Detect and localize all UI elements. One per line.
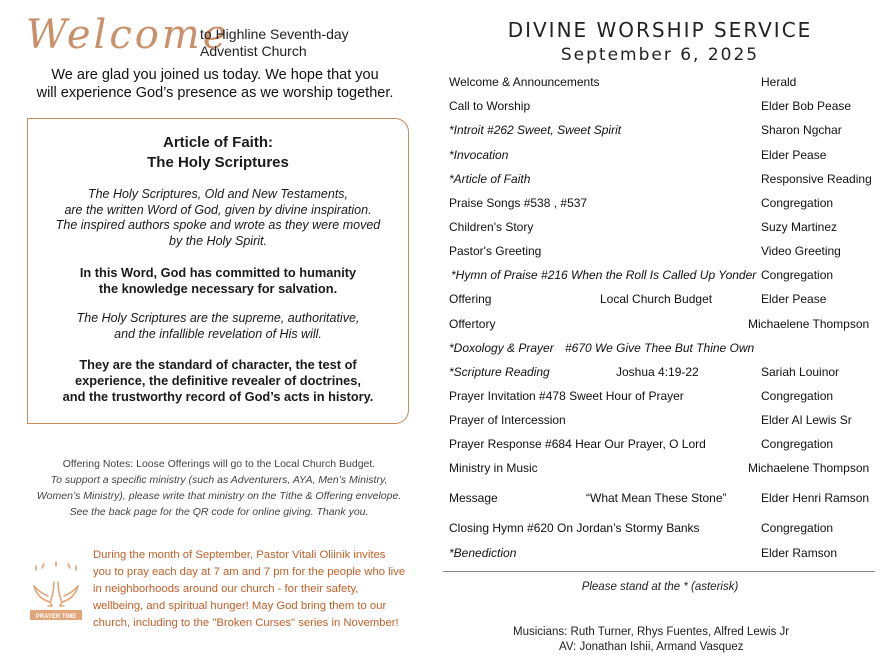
service-item: Call to Worship — [449, 99, 531, 113]
service-row — [440, 461, 880, 481]
service-row — [440, 546, 880, 566]
article-line: by the Holy Spirit. — [169, 233, 267, 248]
service-leader: Elder Pease — [761, 148, 827, 162]
article-line: The Holy Scriptures, Old and New Testaments, — [87, 187, 349, 201]
welcome-to-line1: to Highline Seventh-day — [200, 26, 349, 42]
service-leader: Elder Henri Ramson — [761, 491, 870, 505]
service-leader: Responsive Reading — [761, 172, 872, 186]
welcome-script-title: Welcome — [26, 12, 230, 58]
service-detail: Local Church Budget — [600, 292, 713, 306]
welcome-message-line1: We are glad you joined us today. We hope that you — [51, 67, 379, 83]
welcome-to-line2: Adventist Church — [200, 43, 307, 59]
prayer-line4: wellbeing, and spiritual hunger! May God bring them to our — [93, 600, 387, 612]
offering-notes — [24, 456, 414, 520]
service-date: September 6, 2025 — [560, 45, 760, 65]
service-leader: Herald — [761, 75, 797, 89]
article-line: In this Word, God has committed to humanity — [79, 265, 357, 280]
service-row — [440, 365, 880, 385]
service-title: DIVINE WORSHIP SERVICE — [507, 18, 813, 42]
prayer-line3: in neighborhoods around our church - for their safety, — [93, 583, 359, 595]
service-row — [440, 148, 880, 168]
service-detail: Joshua 4:19-22 — [616, 365, 699, 379]
service-row — [440, 437, 880, 457]
service-leader: Congregation — [761, 389, 834, 403]
article-line: and the trustworthy record of God’s acts in history. — [62, 389, 374, 404]
service-row — [440, 521, 880, 541]
service-item: *Article of Faith — [449, 172, 531, 186]
service-leader: Congregation — [761, 521, 834, 535]
article-paragraph-4 — [28, 357, 408, 405]
service-item: Pastor's Greeting — [449, 244, 542, 258]
service-leader: Congregation — [761, 437, 834, 451]
service-leader: Michaelene Thompson — [748, 461, 870, 475]
service-item: *Hymn of Praise #216 When the Roll Is Called Up Yonder — [451, 268, 757, 282]
service-row — [440, 268, 880, 288]
right-panel — [440, 0, 880, 670]
service-leader: Sariah Louinor — [761, 365, 840, 379]
offering-line4: See the back page for the QR code for online giving. Thank you. — [69, 506, 369, 518]
welcome-message — [20, 66, 410, 102]
service-item: Offering — [449, 292, 492, 306]
service-item: *Benediction — [449, 546, 517, 560]
offering-line1: Offering Notes: Loose Offerings will go to the Local Church Budget. — [62, 458, 376, 470]
article-line: experience, the definitive revealer of doctrines, — [75, 373, 361, 388]
left-panel — [0, 0, 430, 670]
service-leader: Suzy Martinez — [761, 220, 838, 234]
prayer-line1: During the month of September, Pastor Vitali Oliinik invites — [93, 549, 386, 561]
prayer-line5: church, including to the "Broken Curses" series in November! — [93, 617, 399, 629]
service-row — [440, 99, 880, 119]
divider — [443, 571, 875, 572]
service-row — [440, 172, 880, 192]
av-line: AV: Jonathan Ishii, Armand Vasquez — [559, 641, 744, 653]
article-title — [28, 133, 408, 173]
article-title-line1: Article of Faith: — [162, 134, 273, 151]
article-line: and the infallible revelation of His will. — [114, 326, 322, 341]
praying-hands-icon — [28, 560, 84, 622]
musicians-line: Musicians: Ruth Turner, Rhys Fuentes, Alfred Lewis Jr — [513, 626, 790, 638]
service-item: Welcome & Announcements — [449, 75, 600, 89]
stand-note: Please stand at the * (asterisk) — [581, 581, 739, 593]
article-paragraph-3 — [28, 311, 408, 342]
service-row — [440, 292, 880, 312]
service-item: Ministry in Music — [449, 461, 538, 475]
article-of-faith-box — [27, 118, 409, 424]
article-title-line2: The Holy Scriptures — [147, 154, 289, 171]
service-row — [440, 317, 880, 337]
service-item: Offertory — [449, 317, 496, 331]
service-item: Closing Hymn #620 On Jordan’s Stormy Banks — [449, 521, 700, 535]
service-item: Children's Story — [449, 220, 534, 234]
service-row — [440, 244, 880, 264]
service-leader: Sharon Ngchar — [761, 123, 842, 137]
prayer-line2: you to pray each day at 7 am and 7 pm for the people who live — [93, 566, 406, 578]
service-detail: #670 We Give Thee But Thine Own — [565, 341, 755, 355]
article-line: the knowledge necessary for salvation. — [98, 281, 338, 296]
service-leader: Congregation — [761, 196, 834, 210]
service-leader: Elder Al Lewis Sr — [761, 413, 852, 427]
offering-line3: Women’s Ministry), please write that ministry on the Tithe & Offering envelope. — [36, 490, 402, 502]
service-item: Praise Songs #538 , #537 — [449, 196, 588, 210]
welcome-message-line2: will experience God’s presence as we worship together. — [36, 85, 394, 101]
article-line: They are the standard of character, the test of — [79, 357, 357, 372]
service-item: Prayer of Intercession — [449, 413, 566, 427]
service-leader: Elder Ramson — [761, 546, 838, 560]
service-leader: Michaelene Thompson — [748, 317, 870, 331]
offering-line2: To support a specific ministry (such as Adventurers, AYA, Men’s Ministry, — [50, 474, 388, 486]
service-row — [440, 389, 880, 409]
service-item: *Invocation — [449, 148, 509, 162]
service-detail: “What Mean These Stone” — [586, 491, 727, 505]
service-row — [440, 123, 880, 143]
service-leader: Congregation — [761, 268, 834, 282]
service-item: *Scripture Reading — [449, 365, 550, 379]
article-line: The inspired authors spoke and wrote as they were moved — [55, 218, 381, 232]
service-leader: Video Greeting — [761, 244, 841, 258]
prayer-invitation — [93, 547, 413, 632]
article-paragraph-2 — [28, 265, 408, 297]
service-row — [440, 413, 880, 433]
service-item: *Doxology & Prayer — [449, 341, 554, 355]
service-row — [440, 341, 880, 361]
service-row — [440, 196, 880, 216]
service-row — [440, 220, 880, 240]
service-row — [440, 75, 880, 95]
service-item: Prayer Invitation #478 Sweet Hour of Prayer — [449, 389, 684, 403]
article-paragraph-1 — [28, 187, 408, 249]
service-row — [440, 491, 880, 511]
service-leader: Elder Pease — [761, 292, 827, 306]
service-item: Message — [449, 491, 498, 505]
credits — [513, 625, 789, 655]
article-line: The Holy Scriptures are the supreme, authoritative, — [76, 311, 360, 325]
article-line: are the written Word of God, given by divine inspiration. — [64, 202, 372, 217]
service-item: Prayer Response #684 Hear Our Prayer, O Lord — [449, 437, 706, 451]
welcome-church-name — [200, 26, 349, 60]
prayer-time-badge: PRAYER TIME — [35, 614, 77, 620]
service-leader: Elder Bob Pease — [761, 99, 852, 113]
service-item: *Introit #262 Sweet, Sweet Spirit — [449, 123, 622, 137]
